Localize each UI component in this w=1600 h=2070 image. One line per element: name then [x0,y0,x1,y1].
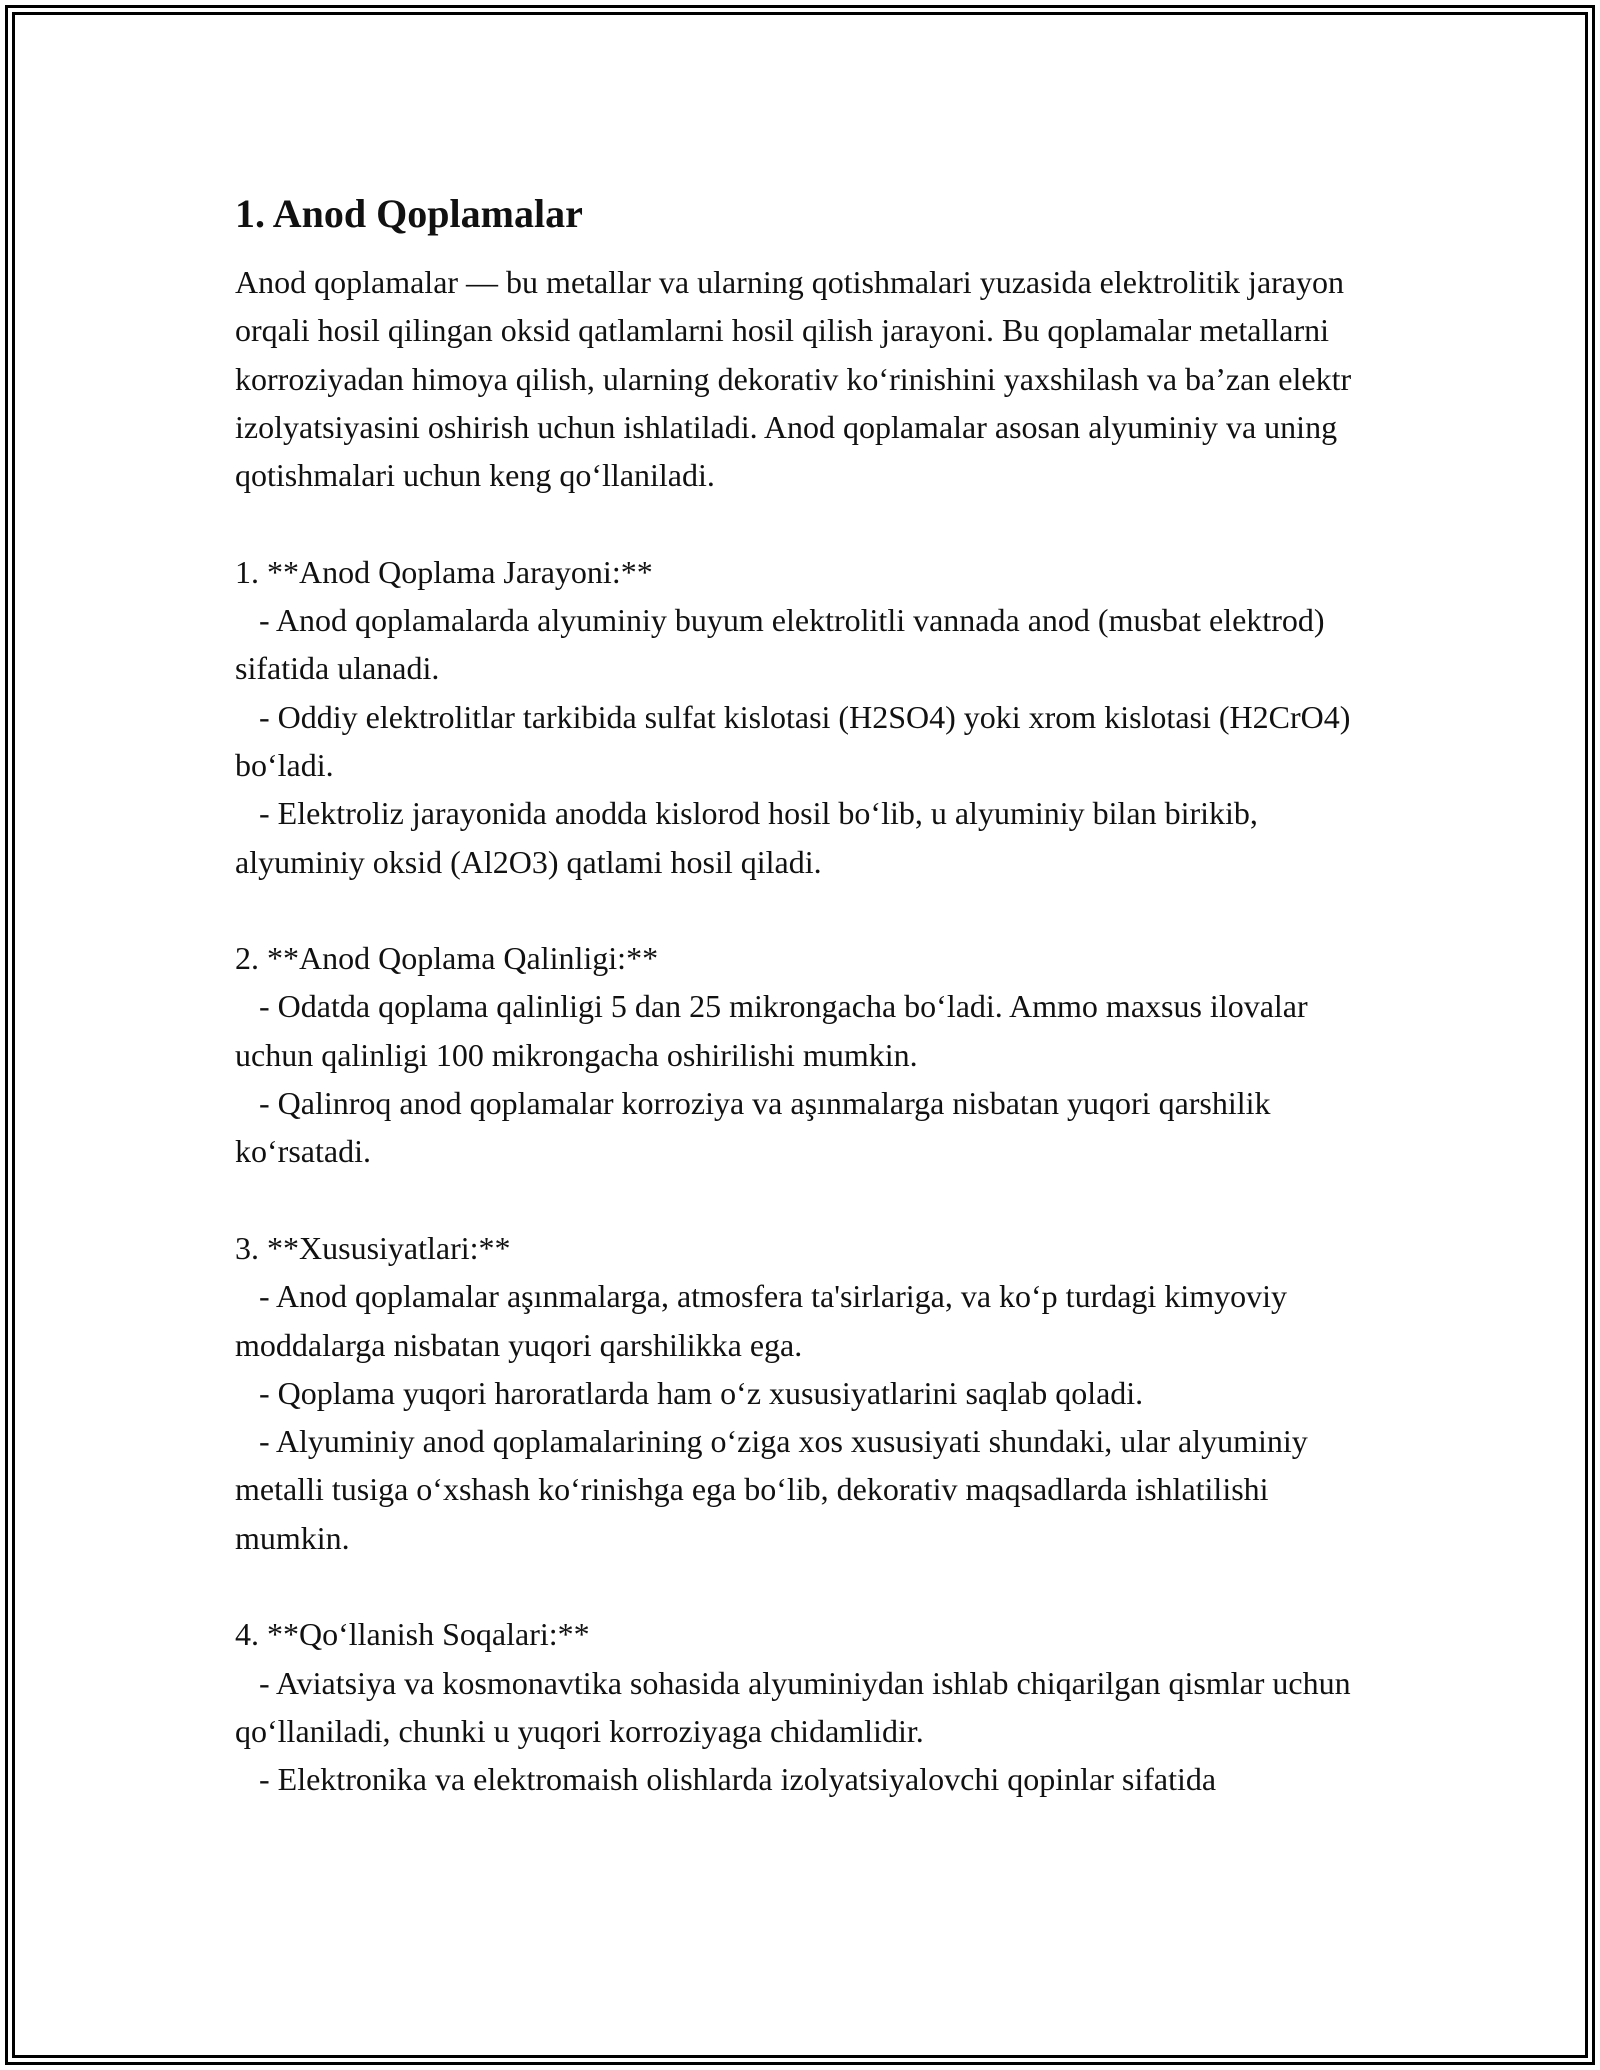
section-process [235,548,1365,886]
section-heading: 1. **Anod Qoplama Jarayoni:** [235,553,653,590]
section-heading: 3. **Xususiyatlari:** [235,1229,511,1266]
list-item [235,1272,1365,1369]
list-item [235,693,1365,790]
list-item-text: - Elektroliz jarayonida anodda kislorod hosil bo‘lib, u alyuminiy bilan birikib, alyuminiy oksid (Al2O3) qatlami hosil qiladi. [235,795,1258,880]
list-item [235,789,1365,886]
list-item-text: - Alyuminiy anod qoplamalarining o‘ziga xos xususiyati shundaki, ular alyuminiy metalli tusiga o‘xshash ko‘rinishga ega bo‘lib, dekorativ maqsadlarda ishlatilishi mumkin. [235,1423,1308,1556]
list-item [235,1079,1365,1176]
section-applications [235,1610,1365,1803]
list-item [235,982,1365,1079]
list-item-text: - Qalinroq anod qoplamalar korroziya va aşınmalarga nisbatan yuqori qarshilik ko‘rsatadi. [235,1085,1271,1170]
section-heading: 4. **Qo‘llanish Soqalari:** [235,1616,590,1653]
list-item-text: - Odatda qoplama qalinligi 5 dan 25 mikrongacha bo‘ladi. Ammo maxsus ilovalar uchun qalinligi 100 mikrongacha oshirilishi mumkin. [235,988,1308,1073]
list-item-text: - Aviatsiya va kosmonavtika sohasida alyuminiydan ishlab chiqarilgan qismlar uchun qo‘llaniladi, chunki u yuqori korroziyaga chidamlidir. [235,1664,1351,1749]
list-item-text: - Anod qoplamalarda alyuminiy buyum elektrolitli vannada anod (musbat elektrod) sifatida ulanadi. [235,602,1325,687]
list-item [235,1369,1365,1417]
list-item-text: - Anod qoplamalar aşınmalarga, atmosfera ta'sirlariga, va ko‘p turdagi kimyoviy moddalarga nisbatan yuqori qarshilikka ega. [235,1278,1287,1363]
intro-paragraph: Anod qoplamalar — bu metallar va ularning qotishmalari yuzasida elektrolitik jarayon orqali hosil qilingan oksid qatlamlarni hosil qilish jarayoni. Bu qoplamalar metallarni korroziyadan himoya qilish, ularning dekorativ ko‘rinishini yaxshilash va ba’zan elektr izolyatsiyasini oshirish uchun ishlatiladi. Anod qoplamalar asosan alyuminiy va uning qotishmalari uchun keng qo‘llaniladi. [235,264,1352,494]
list-item-text: - Qoplama yuqori haroratlarda ham o‘z xususiyatlarini saqlab qoladi. [259,1374,1144,1411]
section-thickness [235,934,1365,1175]
list-item-text: - Elektronika va elektromaish olishlarda izolyatsiyalovchi qopinlar sifatida [259,1761,1217,1798]
list-item [235,1755,1365,1803]
document-body [235,184,1365,1804]
list-item [235,1417,1365,1562]
list-item-text: - Oddiy elektrolitlar tarkibida sulfat kislotasi (H2SO4) yoki xrom kislotasi (H2CrO4) bo‘ladi. [235,698,1351,783]
section-properties [235,1224,1365,1562]
document-title: 1. Anod Qoplamalar [235,191,583,236]
section-heading: 2. **Anod Qoplama Qalinligi:** [235,940,659,977]
list-item [235,1659,1365,1756]
list-item [235,596,1365,693]
